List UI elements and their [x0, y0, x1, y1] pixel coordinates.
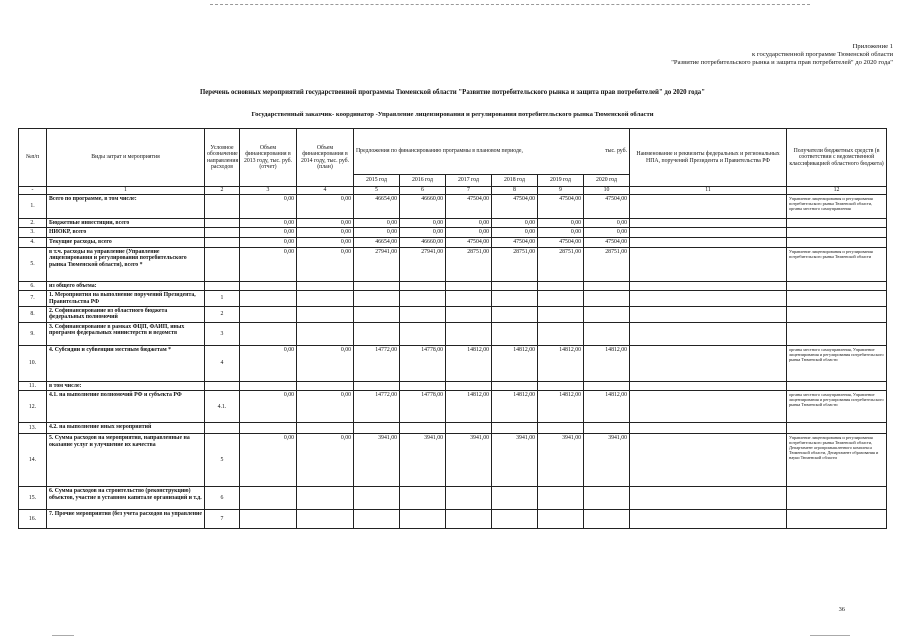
row-value	[354, 423, 400, 434]
row-value	[240, 307, 297, 323]
row-value: 0,00	[240, 228, 297, 237]
row-npa	[630, 391, 787, 423]
row-code: 6	[205, 487, 240, 510]
column-index-cell: 5	[354, 187, 400, 195]
row-name: НИОКР, всего	[47, 228, 205, 237]
row-value: 0,00	[584, 228, 630, 237]
row-recipient	[787, 281, 887, 290]
table-row	[19, 281, 887, 290]
row-npa	[630, 510, 787, 529]
appendix-note	[671, 43, 893, 68]
table-row	[19, 381, 887, 390]
row-value	[492, 281, 538, 290]
row-value: 0,00	[400, 219, 446, 228]
row-recipient: Управление лицензирования и регулирования потребительского рынка Тюменской области, Департамент агропромышленного комплекса Тюменской области, Департамент образования и науки Тюменской области	[787, 434, 887, 487]
row-value	[297, 423, 354, 434]
table-row	[19, 228, 887, 237]
row-value: 0,00	[297, 237, 354, 247]
row-value: 27941,00	[400, 247, 446, 281]
row-value	[538, 487, 584, 510]
row-recipient	[787, 219, 887, 228]
row-value: 47504,00	[446, 195, 492, 219]
row-number: 13.	[19, 423, 47, 434]
header-year: 2015 год	[354, 175, 400, 187]
row-code	[205, 228, 240, 237]
row-value: 0,00	[297, 391, 354, 423]
row-value	[354, 322, 400, 345]
row-value	[240, 487, 297, 510]
row-value: 14812,00	[492, 345, 538, 381]
row-value: 14778,00	[400, 345, 446, 381]
header-2014: Объем финансирования в 2014 году, тыс. руб. (план)	[297, 129, 354, 187]
row-value	[400, 510, 446, 529]
row-recipient	[787, 291, 887, 307]
row-recipient: Управление лицензирования и регулирования потребительского рынка Тюменской области	[787, 247, 887, 281]
row-value	[538, 307, 584, 323]
table-row	[19, 423, 887, 434]
header-year: 2016 год	[400, 175, 446, 187]
row-value	[446, 381, 492, 390]
row-value: 14772,00	[354, 345, 400, 381]
row-npa	[630, 247, 787, 281]
row-value: 46660,00	[400, 195, 446, 219]
row-recipient: органы местного самоуправления, Управление лицензирования и регулирования потребительского рынка Тюменской области	[787, 391, 887, 423]
row-number: 12.	[19, 391, 47, 423]
row-npa	[630, 381, 787, 390]
row-npa	[630, 291, 787, 307]
row-code	[205, 247, 240, 281]
row-code	[205, 381, 240, 390]
row-value: 0,00	[240, 237, 297, 247]
row-value: 27941,00	[354, 247, 400, 281]
row-npa	[630, 434, 787, 487]
row-value: 0,00	[240, 195, 297, 219]
row-value	[297, 487, 354, 510]
row-value	[297, 291, 354, 307]
row-value	[492, 291, 538, 307]
header-name: Виды затрат и мероприятия	[47, 129, 205, 187]
column-index-cell: 12	[787, 187, 887, 195]
table-row	[19, 322, 887, 345]
row-value: 0,00	[446, 228, 492, 237]
row-value: 0,00	[240, 434, 297, 487]
row-value	[240, 381, 297, 390]
row-code: 3	[205, 322, 240, 345]
row-code: 2	[205, 307, 240, 323]
row-code: 1	[205, 291, 240, 307]
row-code	[205, 423, 240, 434]
row-code	[205, 281, 240, 290]
row-value: 46660,00	[400, 237, 446, 247]
row-value	[446, 291, 492, 307]
column-index-cell: 6	[400, 187, 446, 195]
row-recipient	[787, 307, 887, 323]
row-code: 4	[205, 345, 240, 381]
row-number: 14.	[19, 434, 47, 487]
column-index-cell: 4	[297, 187, 354, 195]
row-value	[584, 307, 630, 323]
row-recipient	[787, 381, 887, 390]
row-name: в т.ч. расходы на управление (Управление лицензирования и регулирования потребительского рынка Тюменской области), всего *	[47, 247, 205, 281]
row-value	[240, 423, 297, 434]
header-forecast	[354, 129, 630, 175]
row-value	[584, 487, 630, 510]
header-year: 2017 год	[446, 175, 492, 187]
row-value: 3941,00	[400, 434, 446, 487]
row-value: 14812,00	[492, 391, 538, 423]
row-number: 9.	[19, 322, 47, 345]
row-value	[538, 322, 584, 345]
column-index-cell: 10	[584, 187, 630, 195]
row-value: 0,00	[297, 228, 354, 237]
row-npa	[630, 237, 787, 247]
table-row	[19, 247, 887, 281]
table-row	[19, 237, 887, 247]
row-value	[400, 487, 446, 510]
row-npa	[630, 423, 787, 434]
appendix-line-3: "Развитие потребительского рынка и защита прав потребителей" до 2020 года"	[671, 59, 893, 67]
row-value: 0,00	[297, 219, 354, 228]
row-value: 3941,00	[538, 434, 584, 487]
row-code	[205, 219, 240, 228]
row-value	[400, 307, 446, 323]
row-value	[297, 322, 354, 345]
row-value	[538, 291, 584, 307]
row-recipient: органы местного самоуправления, Управление лицензирования и регулирования потребительского рынка Тюменской области	[787, 345, 887, 381]
table-row	[19, 487, 887, 510]
row-value	[446, 322, 492, 345]
row-value: 28751,00	[446, 247, 492, 281]
row-name: 3. Софинансирование в рамках ФЦП, ФАИП, иных программ федеральных министерств и ведомств	[47, 322, 205, 345]
activities-table	[18, 128, 887, 529]
row-value	[538, 381, 584, 390]
table-row	[19, 434, 887, 487]
row-value: 47504,00	[584, 237, 630, 247]
row-value: 0,00	[240, 345, 297, 381]
row-value: 14772,00	[354, 391, 400, 423]
row-value: 0,00	[400, 228, 446, 237]
row-value	[584, 510, 630, 529]
row-number: 1.	[19, 195, 47, 219]
row-value: 3941,00	[492, 434, 538, 487]
row-value: 14778,00	[400, 391, 446, 423]
row-recipient	[787, 237, 887, 247]
row-number: 2.	[19, 219, 47, 228]
row-value: 0,00	[538, 219, 584, 228]
row-name: Бюджетные инвестиции, всего	[47, 219, 205, 228]
row-value: 28751,00	[584, 247, 630, 281]
row-value	[240, 281, 297, 290]
row-value	[538, 281, 584, 290]
row-recipient	[787, 487, 887, 510]
row-value	[240, 291, 297, 307]
row-recipient	[787, 228, 887, 237]
row-value	[446, 281, 492, 290]
row-name: 5. Сумма расходов на мероприятия, направленные на оказание услуг и улучшение их качества	[47, 434, 205, 487]
row-name: 4.2. на выполнение иных мероприятий	[47, 423, 205, 434]
row-code	[205, 237, 240, 247]
row-value: 3941,00	[584, 434, 630, 487]
row-value: 47504,00	[584, 195, 630, 219]
row-npa	[630, 345, 787, 381]
row-value	[584, 291, 630, 307]
row-npa	[630, 307, 787, 323]
row-value	[240, 322, 297, 345]
table-row	[19, 307, 887, 323]
row-npa	[630, 228, 787, 237]
row-name: 4. Субсидии и субвенции местным бюджетам *	[47, 345, 205, 381]
row-npa	[630, 322, 787, 345]
row-npa	[630, 281, 787, 290]
row-value: 0,00	[446, 219, 492, 228]
row-value	[446, 423, 492, 434]
row-value: 47504,00	[492, 195, 538, 219]
row-value	[584, 281, 630, 290]
row-value	[354, 291, 400, 307]
column-index-cell: 7	[446, 187, 492, 195]
row-value: 47504,00	[446, 237, 492, 247]
header-year: 2020 год	[584, 175, 630, 187]
row-value	[354, 487, 400, 510]
row-value: 46654,00	[354, 237, 400, 247]
row-code: 4.1.	[205, 391, 240, 423]
row-value	[240, 510, 297, 529]
row-value: 3941,00	[354, 434, 400, 487]
scan-top-line	[210, 4, 810, 6]
row-value: 47504,00	[538, 195, 584, 219]
row-value: 28751,00	[492, 247, 538, 281]
row-value: 0,00	[584, 219, 630, 228]
row-value	[584, 322, 630, 345]
row-number: 4.	[19, 237, 47, 247]
row-name: 1. Мероприятия на выполнение поручений Президента, Правительства РФ	[47, 291, 205, 307]
row-value	[492, 423, 538, 434]
row-number: 8.	[19, 307, 47, 323]
row-value	[400, 322, 446, 345]
row-code	[205, 195, 240, 219]
row-value	[400, 423, 446, 434]
row-value	[400, 281, 446, 290]
row-value: 0,00	[492, 219, 538, 228]
row-value: 14812,00	[446, 345, 492, 381]
row-number: 3.	[19, 228, 47, 237]
column-index-cell: 1	[47, 187, 205, 195]
row-recipient	[787, 423, 887, 434]
row-code: 5	[205, 434, 240, 487]
row-value: 47504,00	[538, 237, 584, 247]
row-name: 4.1. на выполнение полномочий РФ и субъекта РФ	[47, 391, 205, 423]
row-value: 14812,00	[538, 345, 584, 381]
header-units: тыс. руб.	[605, 148, 628, 155]
row-name: Текущие расходы, всего	[47, 237, 205, 247]
row-number: 16.	[19, 510, 47, 529]
row-value	[538, 510, 584, 529]
row-value	[354, 381, 400, 390]
row-name: 2. Софинансирование из областного бюджета федеральных полномочий	[47, 307, 205, 323]
row-value	[492, 510, 538, 529]
column-index-cell: 3	[240, 187, 297, 195]
row-value	[400, 381, 446, 390]
document-title: Перечень основных мероприятий государственной программы Тюменской области "Развитие потребительского рынка и защита прав потребителей" до 2020 года"	[200, 89, 705, 96]
row-value: 0,00	[297, 247, 354, 281]
row-number: 6.	[19, 281, 47, 290]
row-value: 0,00	[297, 434, 354, 487]
row-value: 0,00	[240, 391, 297, 423]
row-value	[492, 381, 538, 390]
row-value	[297, 307, 354, 323]
table-row	[19, 195, 887, 219]
table-row	[19, 391, 887, 423]
row-recipient: Управление лицензирования и регулирования потребительского рынка Тюменской области, органы местного самоуправления	[787, 195, 887, 219]
header-code: Условное обозначение направления расходов	[205, 129, 240, 187]
row-value: 28751,00	[538, 247, 584, 281]
row-number: 5.	[19, 247, 47, 281]
row-value	[297, 381, 354, 390]
header-year: 2019 год	[538, 175, 584, 187]
row-value: 46654,00	[354, 195, 400, 219]
row-number: 11.	[19, 381, 47, 390]
scan-mark-right	[810, 635, 850, 637]
header-forecast-text: Предложения по финансированию программы в плановом периоде,	[356, 148, 523, 155]
row-value: 0,00	[492, 228, 538, 237]
appendix-line-2: к государственной программе Тюменской области	[752, 51, 893, 59]
row-value: 0,00	[240, 219, 297, 228]
row-value	[492, 487, 538, 510]
row-code: 7	[205, 510, 240, 529]
row-value: 0,00	[354, 228, 400, 237]
row-value: 0,00	[538, 228, 584, 237]
row-name: в том числе:	[47, 381, 205, 390]
row-value	[297, 510, 354, 529]
row-npa	[630, 195, 787, 219]
row-number: 7.	[19, 291, 47, 307]
row-value	[446, 487, 492, 510]
row-npa	[630, 219, 787, 228]
table-row	[19, 510, 887, 529]
row-value: 47504,00	[492, 237, 538, 247]
page-number: 36	[838, 606, 845, 613]
row-value: 0,00	[240, 247, 297, 281]
document-subtitle: Государственный заказчик- координатор -Управление лицензирования и регулирования потребительского рынка Тюменской области	[251, 111, 654, 118]
column-index-cell: 2	[205, 187, 240, 195]
header-year: 2018 год	[492, 175, 538, 187]
row-value: 14812,00	[446, 391, 492, 423]
row-value	[584, 423, 630, 434]
table-row	[19, 291, 887, 307]
row-value: 14812,00	[584, 345, 630, 381]
row-value	[446, 307, 492, 323]
row-name: из общего объема:	[47, 281, 205, 290]
row-value	[584, 381, 630, 390]
row-number: 10.	[19, 345, 47, 381]
header-2013: Объем финансирования в 2013 году, тыс. руб. (отчет)	[240, 129, 297, 187]
row-name: Всего по программе, в том числе:	[47, 195, 205, 219]
row-value: 14812,00	[584, 391, 630, 423]
row-value: 0,00	[297, 345, 354, 381]
column-index-cell: 11	[630, 187, 787, 195]
row-value: 0,00	[297, 195, 354, 219]
row-value	[492, 322, 538, 345]
header-no: №п/п	[19, 129, 47, 187]
column-index-cell: 8	[492, 187, 538, 195]
appendix-line-1: Приложение 1	[852, 43, 893, 50]
row-name: 7. Прочие мероприятия (без учета расходов на управление	[47, 510, 205, 529]
row-value: 14812,00	[538, 391, 584, 423]
row-value	[354, 510, 400, 529]
column-index-row	[19, 187, 887, 195]
header-recipients: Получатели бюджетных средств (в соответствии с ведомственной классификацией областного бюджета)	[787, 129, 887, 187]
column-index-cell: 9	[538, 187, 584, 195]
row-value	[297, 281, 354, 290]
row-value	[492, 307, 538, 323]
column-index-cell: -	[19, 187, 47, 195]
row-recipient	[787, 322, 887, 345]
row-name: 6. Сумма расходов на строительство (реконструкцию) объектов, участие в уставном капитале организаций и т.д.	[47, 487, 205, 510]
row-value	[446, 510, 492, 529]
row-value: 0,00	[354, 219, 400, 228]
header-npa: Наименование и реквизиты федеральных и региональных НПА, поручений Президента и Правительства РФ	[630, 129, 787, 187]
scan-mark-left	[52, 635, 74, 637]
row-value	[400, 291, 446, 307]
table-row	[19, 219, 887, 228]
row-npa	[630, 487, 787, 510]
row-value: 3941,00	[446, 434, 492, 487]
row-number: 15.	[19, 487, 47, 510]
row-value	[354, 281, 400, 290]
row-recipient	[787, 510, 887, 529]
row-value	[538, 423, 584, 434]
table-row	[19, 345, 887, 381]
row-value	[354, 307, 400, 323]
